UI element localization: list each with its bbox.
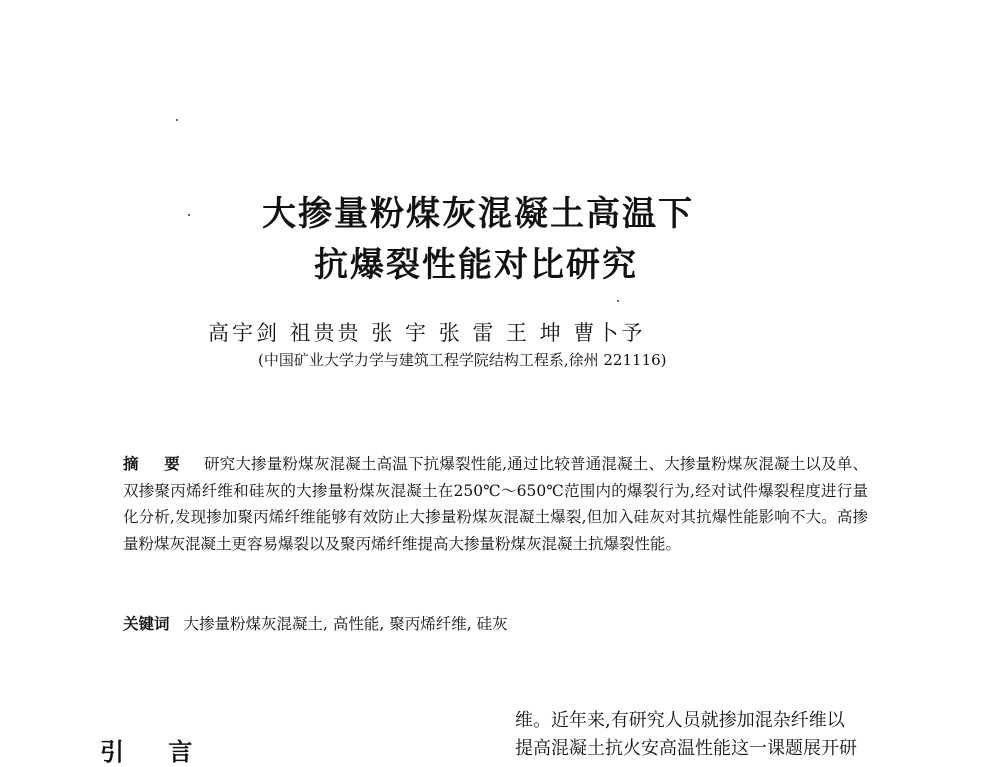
keywords-block (123, 612, 868, 634)
body-text-line: 维。近年来,有研究人员就掺加混杂纤维以 (515, 710, 845, 731)
abstract-label: 摘 要 (123, 455, 190, 473)
abstract-block (123, 451, 868, 557)
scan-speck (176, 119, 178, 121)
author-affiliation: (中国矿业大学力学与建筑工程学院结构工程系,徐州 221116) (258, 351, 667, 369)
paper-title-line-1: 大掺量粉煤灰混凝土高温下 (262, 194, 694, 234)
section-heading-introduction: 引 言 (100, 738, 211, 766)
keywords-text: 大掺量粉煤灰混凝土, 高性能, 聚丙烯纤维, 硅灰 (183, 615, 508, 633)
keywords-label: 关键词 (123, 615, 170, 633)
author-list: 高宇剑 祖贵贵 张 宇 张 雷 王 坤 曹卜予 (208, 321, 646, 345)
body-text-line: 提高混凝土抗火安高温性能这一课题展开研 (515, 738, 857, 759)
paper-title-line-2: 抗爆裂性能对比研究 (314, 245, 638, 285)
scan-speck (617, 300, 619, 302)
abstract-text: 研究大掺量粉煤灰混凝土高温下抗爆裂性能,通过比较普通混凝土、大掺量粉煤灰混凝土以及单、双掺聚丙烯纤维和硅灰的大掺量粉煤灰混凝土在250℃～650℃范围内的爆裂行为,经对试件爆裂程度进行量化分析,发现掺加聚丙烯纤维能够有效防止大掺量粉煤灰混凝土爆裂,但加入硅灰对其抗爆性能影响不大。高掺量粉煤灰混凝土更容易爆裂以及聚丙烯纤维提高大掺量粉煤灰混凝土抗爆裂性能。 (123, 455, 868, 553)
